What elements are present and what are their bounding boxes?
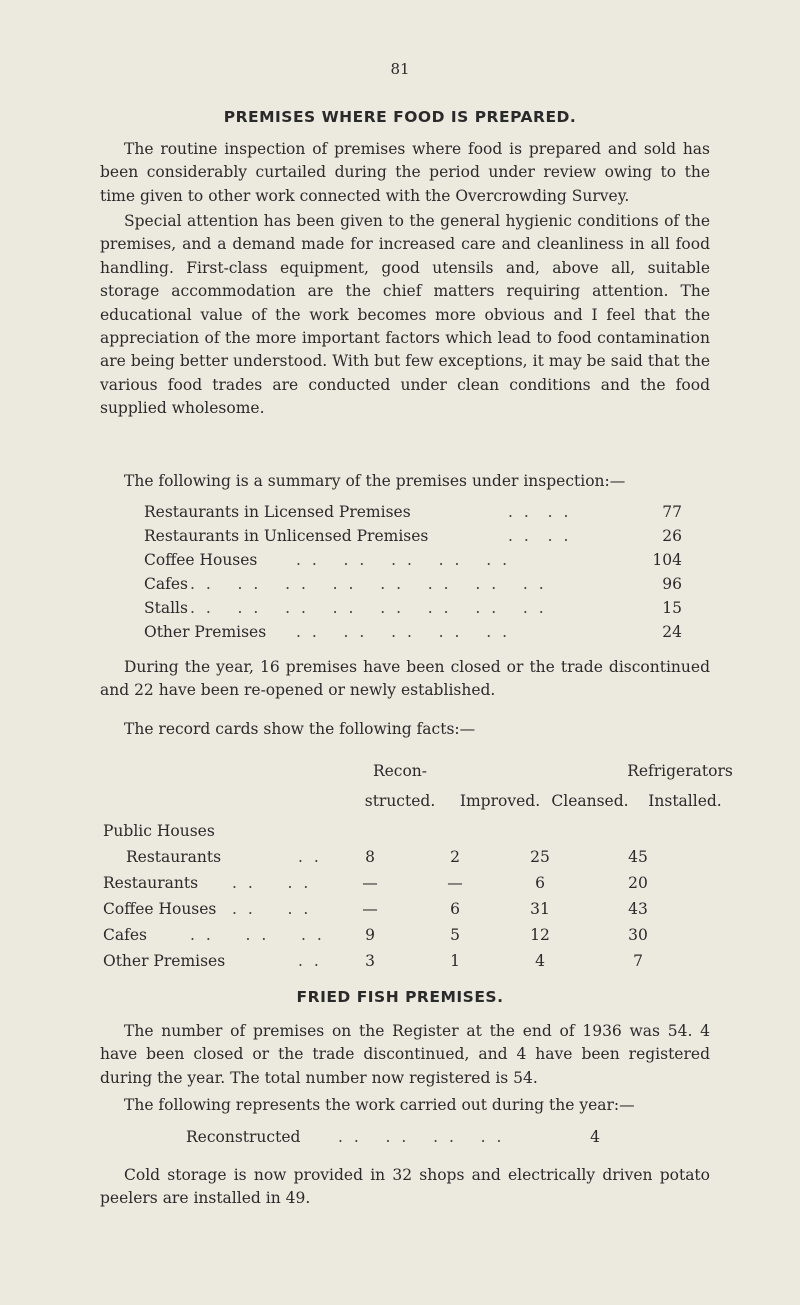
column-header-improved: Improved. xyxy=(459,792,541,810)
column-header-cleansed: Cleansed. xyxy=(551,792,629,810)
table-cell: 5 xyxy=(450,926,460,944)
summary-item-value: 26 xyxy=(662,527,682,545)
leader-dots: . . . . xyxy=(508,503,572,521)
table-row-label: Restaurants xyxy=(126,848,222,866)
table-cell: 43 xyxy=(628,900,648,918)
section-heading-food-premises: PREMISES WHERE FOOD IS PREPARED. xyxy=(223,108,577,126)
table-cell: 6 xyxy=(450,900,460,918)
table-cell: — xyxy=(362,874,378,892)
summary-item-label: Restaurants in Licensed Premises xyxy=(144,503,411,521)
table-cell: — xyxy=(362,900,378,918)
paragraph-register: The number of premises on the Register at the end of 1936 was 54. 4 have been closed or the trade discontinued, and 4 have been registered during the year. The total number now registered is 54. xyxy=(100,1022,710,1087)
page-number: 81 xyxy=(390,60,410,78)
table-group-label: Public Houses xyxy=(103,822,215,840)
summary-item-value: 77 xyxy=(662,503,682,521)
column-header-refrigerators-line2: Installed. xyxy=(648,792,722,810)
summary-intro: The following is a summary of the premises under inspection:— xyxy=(124,472,626,490)
table-cell: 30 xyxy=(628,926,648,944)
leader-dots: . . . . . . xyxy=(190,926,325,944)
paragraph-cold-storage: Cold storage is now provided in 32 shops and electrically driven potato peelers are installed in 49. xyxy=(100,1166,710,1208)
table-cell: 4 xyxy=(535,952,545,970)
leader-dots: . . . . xyxy=(232,900,312,918)
work-intro: The following represents the work carried out during the year:— xyxy=(124,1096,635,1114)
summary-item-value: 15 xyxy=(662,599,682,617)
leader-dots: . . . . xyxy=(508,527,572,545)
paragraph-special-attention: Special attention has been given to the general hygienic conditions of the premises, and a demand made for increased care and cleanliness in all food handling. First-class equipment, good utensils and, above all, suitable storage accommodation are the chief matters requiring attention. The educational value of the work becomes more obvious and I feel that the appreciation of the more important factors which lead to food contamination are being better understood. With but few exceptions, it may be said that the various food trades are conducted under clean conditions and the food supplied wholesome. xyxy=(100,212,710,418)
section-heading-fried-fish: FRIED FISH PREMISES. xyxy=(296,988,504,1006)
leader-dots: . . . . . . . . xyxy=(338,1128,505,1146)
column-header-refrigerators-line1: Refrigerators xyxy=(627,762,733,780)
table-cell: 8 xyxy=(365,848,375,866)
work-item-label: Reconstructed xyxy=(186,1128,301,1146)
column-header-reconstructed-line2: structed. xyxy=(364,792,436,810)
paragraph-routine-inspection: The routine inspection of premises where food is prepared and sold has been considerably curtailed during the period under review owing to the time given to other work connected with the Overcrowding Survey. xyxy=(100,140,710,205)
work-item-value: 4 xyxy=(590,1128,600,1146)
table-cell: 9 xyxy=(365,926,375,944)
leader-dots: . . xyxy=(298,952,322,970)
table-row-label: Restaurants xyxy=(103,874,199,892)
table-cell: 45 xyxy=(628,848,648,866)
leader-dots: . . . . . . . . . . xyxy=(296,551,511,569)
summary-item-label: Cafes xyxy=(144,575,188,593)
leader-dots: . . . . . . . . . . xyxy=(296,623,511,641)
table-cell: 12 xyxy=(530,926,550,944)
leader-dots: . . . . . . . . . . . . . . . . xyxy=(190,599,547,617)
summary-item-label: Coffee Houses xyxy=(144,551,258,569)
table-cell: 2 xyxy=(450,848,460,866)
leader-dots: . . . . . . . . . . . . . . . . xyxy=(190,575,547,593)
table-cell: 3 xyxy=(365,952,375,970)
column-header-reconstructed-line1: Recon- xyxy=(372,762,428,780)
table-cell: 7 xyxy=(633,952,643,970)
summary-item-value: 104 xyxy=(652,551,682,569)
summary-item-label: Stalls xyxy=(144,599,188,617)
table-row-label: Coffee Houses xyxy=(103,900,217,918)
record-intro: The record cards show the following facts:— xyxy=(124,720,476,738)
summary-item-value: 96 xyxy=(662,575,682,593)
summary-item-label: Restaurants in Unlicensed Premises xyxy=(144,527,429,545)
table-row-label: Cafes xyxy=(103,926,147,944)
table-cell: 1 xyxy=(450,952,460,970)
table-cell: 25 xyxy=(530,848,550,866)
paragraph-closed-reopened: During the year, 16 premises have been closed or the trade discontinued and 22 have been re-opened or newly established. xyxy=(100,658,710,700)
leader-dots: . . . . xyxy=(232,874,312,892)
table-cell: 20 xyxy=(628,874,648,892)
table-cell: — xyxy=(447,874,463,892)
table-cell: 6 xyxy=(535,874,545,892)
table-cell: 31 xyxy=(530,900,550,918)
summary-item-value: 24 xyxy=(662,623,682,641)
leader-dots: . . xyxy=(298,848,322,866)
summary-item-label: Other Premises xyxy=(144,623,267,641)
table-row-label: Other Premises xyxy=(103,952,226,970)
